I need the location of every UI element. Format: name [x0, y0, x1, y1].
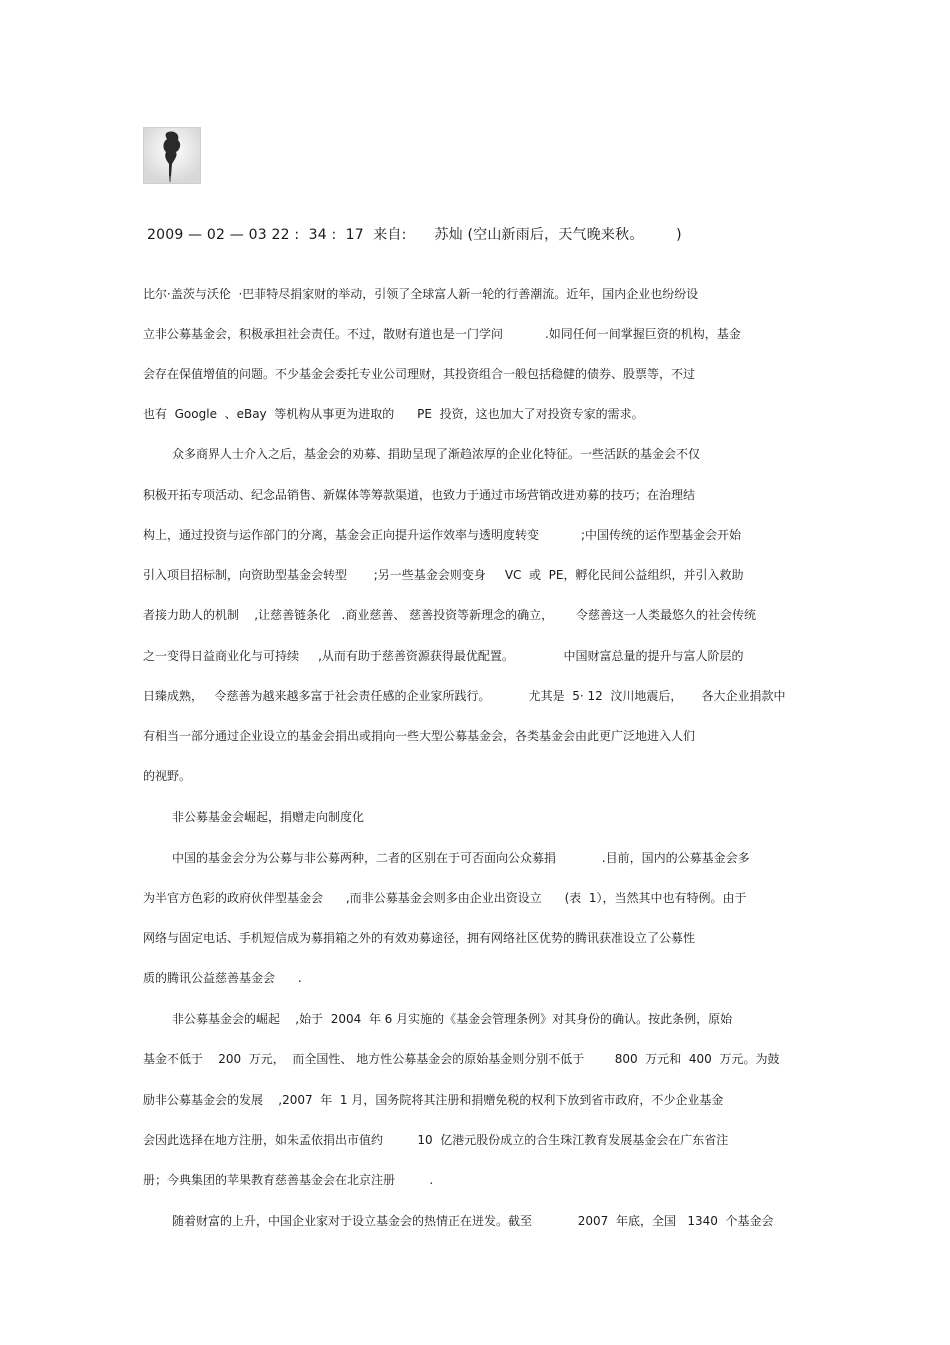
paragraph-line: 有相当一部分通过企业设立的基金会捐出或捐向一些大型公募基金会，各类基金会由此更广泛地进入人们 — [143, 729, 696, 743]
paragraph-line: 也有 Google 、eBay 等机构从事更为进取的 PE 投资，这也加大了对投资专家的需求。 — [143, 407, 644, 421]
paragraph-line: 之一变得日益商业化与可持续 ,从而有助于慈善资源获得最优配置。 中国财富总量的提升与富人阶层的 — [143, 649, 744, 663]
paragraph-line: 册；今典集团的苹果教育慈善基金会在北京注册 . — [143, 1173, 434, 1187]
paragraph-line: 比尔·盖茨与沃伦 ·巴菲特尽捐家财的举动，引领了全球富人新一轮的行善潮流。近年，国内企业也纷纷设 — [143, 287, 699, 301]
paragraph-line: 日臻成熟， 令慈善为越来越多富于社会责任感的企业家所践行。 尤其是 5· 12 汶川地震后， 各大企业捐款中 — [143, 689, 786, 703]
paragraph-line: 者接力助人的机制 ,让慈善链条化 .商业慈善、 慈善投资等新理念的确立， 令慈善这一人类最悠久的社会传统 — [143, 608, 757, 622]
paragraph-line: 会因此选择在地方注册，如朱孟依捐出市值约 10 亿港元股份成立的合生珠江教育发展基金会在广东省注 — [143, 1133, 729, 1147]
paragraph-line: 质的腾讯公益慈善基金会 . — [143, 971, 302, 985]
paragraph-line: 引入项目招标制，向资助型基金会转型 ;另一些基金会则变身 VC 或 PE，孵化民间公益组织，并引入救助 — [143, 568, 744, 582]
post-meta: 2009 — 02 — 03 22 : 34 : 17 来自: 苏灿 (空山新雨后，天气晚来秋。 ) — [147, 227, 682, 243]
paragraph-line: 立非公募基金会，积极承担社会责任。不过，散财有道也是一门学问 .如同任何一间掌握巨资的机构，基金 — [143, 327, 741, 341]
paragraph-line: 为半官方色彩的政府伙伴型基金会 ,而非公募基金会则多由企业出资设立 (表 1），当然其中也有特例。由于 — [143, 891, 747, 905]
paragraph-line: 励非公募基金会的发展 ,2007 年 1 月，国务院将其注册和捐赠免税的权利下放到省市政府，不少企业基金 — [143, 1093, 724, 1107]
paragraph-line: 积极开拓专项活动、纪念品销售、新媒体等筹款渠道，也致力于通过市场营销改进劝募的技巧；在治理结 — [143, 488, 696, 502]
paragraph-line: 基金不低于 200 万元， 而全国性、 地方性公募基金会的原始基金则分别不低于 800 万元和 400 万元。为鼓 — [143, 1052, 780, 1066]
paragraph-line: 众多商界人士介入之后，基金会的劝募、捐助呈现了渐趋浓厚的企业化特征。一些活跃的基金会不仅 — [172, 447, 701, 461]
paragraph-line: 非公募基金会的崛起 ,始于 2004 年 6 月实施的《基金会管理条例》对其身份的确认。按此条例，原始 — [172, 1012, 733, 1026]
avatar — [143, 127, 201, 184]
paragraph-line: 会存在保值增值的问题。不少基金会委托专业公司理财，其投资组合一般包括稳健的债券、股票等，不过 — [143, 367, 696, 381]
paragraph-line: 中国的基金会分为公募与非公募两种，二者的区别在于可否面向公众募捐 .目前，国内的公募基金会多 — [172, 851, 750, 865]
section-heading: 非公募基金会崛起，捐赠走向制度化 — [172, 810, 365, 824]
paragraph-line: 随着财富的上升，中国企业家对于设立基金会的热情正在迸发。截至 2007 年底，全国 1340 个基金会 — [172, 1214, 774, 1228]
paragraph-line: 的视野。 — [143, 769, 192, 783]
paragraph-line: 构上，通过投资与运作部门的分离，基金会正向提升运作效率与透明度转变 ;中国传统的运作型基金会开始 — [143, 528, 742, 542]
paragraph-line: 网络与固定电话、手机短信成为募捐箱之外的有效劝募途径，拥有网络社区优势的腾讯获准设立了公募性 — [143, 931, 696, 945]
